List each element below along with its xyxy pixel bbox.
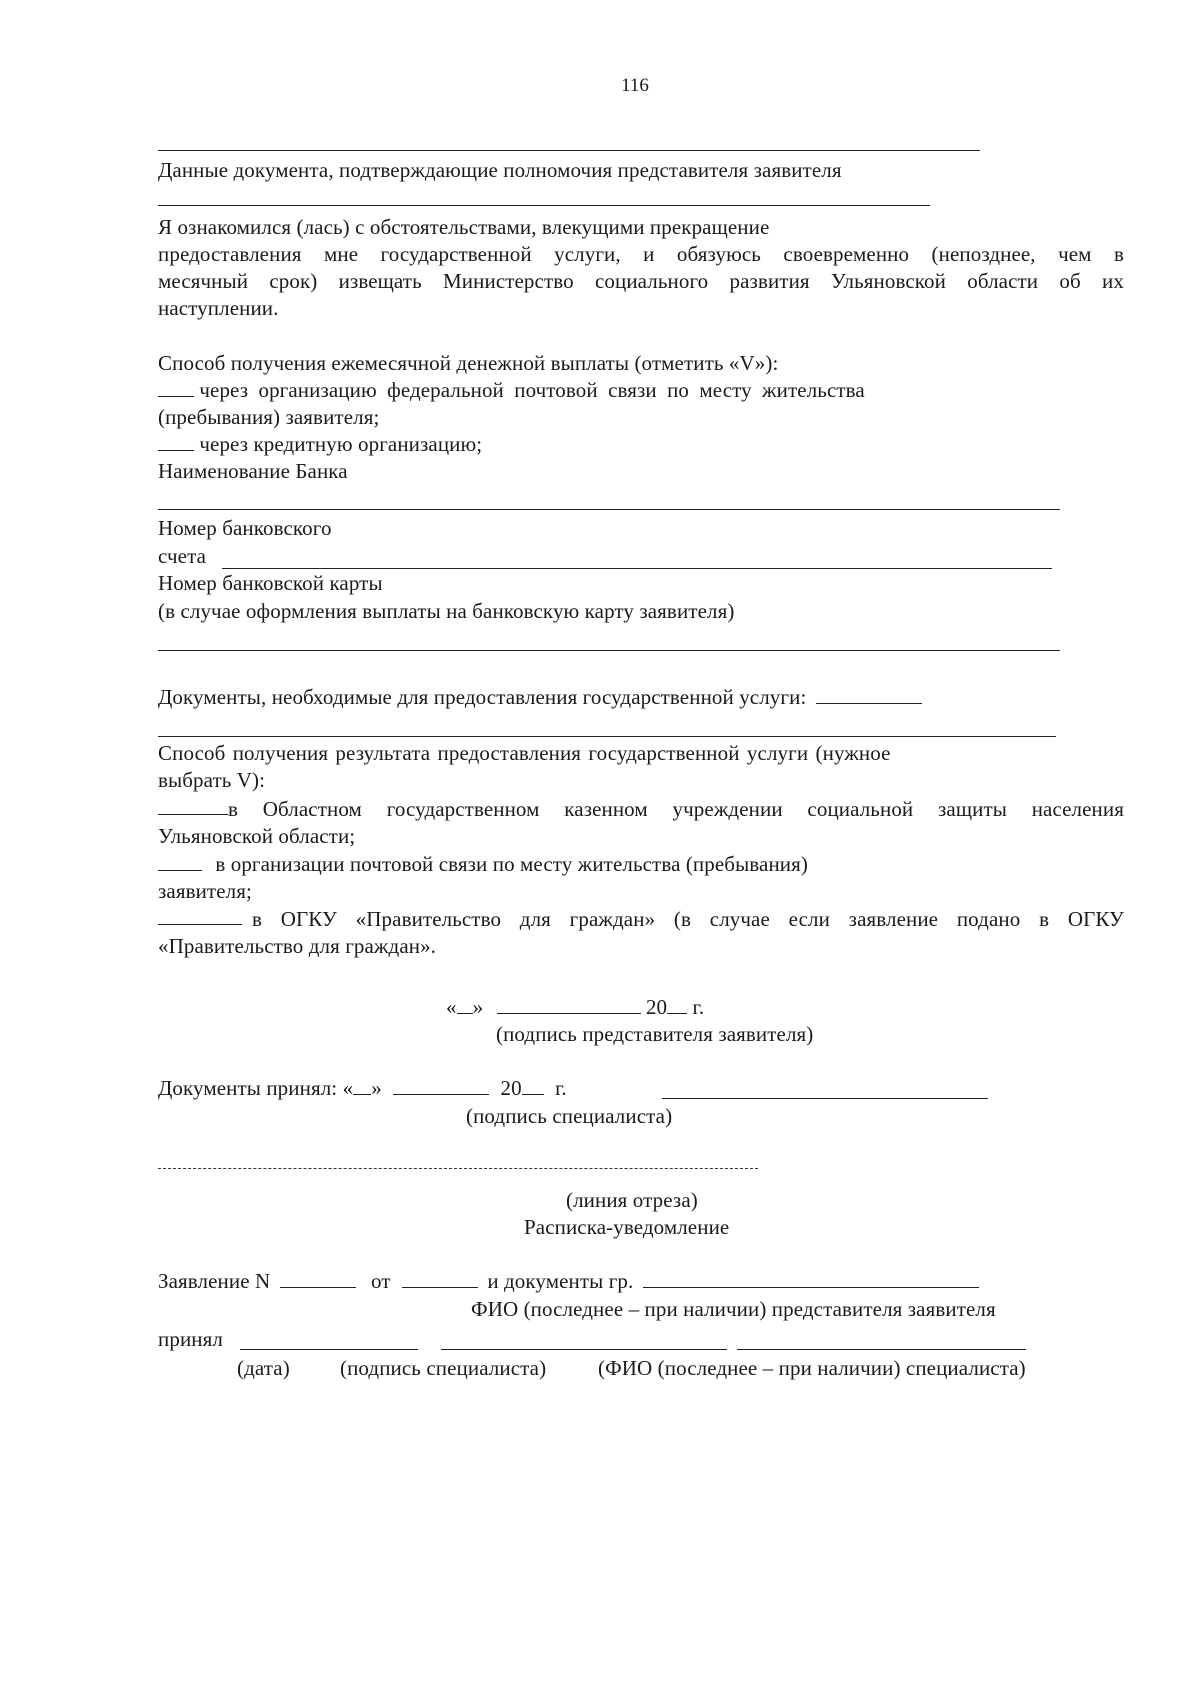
application-label: Заявление N xyxy=(158,1269,271,1293)
result-option-ogku-text: в Областном государственном казенном учреждении социальной защиты населения xyxy=(228,797,1124,821)
rep-authority-fill-line xyxy=(158,150,980,151)
docs-label: и документы гр. xyxy=(487,1269,634,1293)
payment-method-title: Способ получения ежемесячной денежной выплаты (отметить «V»): xyxy=(158,351,779,375)
accepted-label: Документы принял: « xyxy=(158,1076,354,1100)
receipt-date-fill[interactable] xyxy=(240,1349,418,1350)
receipt-rep-caption: ФИО (последнее – при наличии) представителя заявителя xyxy=(471,1297,996,1321)
payment-option-post xyxy=(158,377,954,403)
specialist-signature-line[interactable] xyxy=(662,1098,988,1099)
checkbox-blank[interactable] xyxy=(158,378,194,397)
payment-option-post-cont: (пребывания) заявителя; xyxy=(158,405,380,429)
accepted-by-label: принял xyxy=(158,1327,223,1351)
accepted-caption: (подпись специалиста) xyxy=(466,1104,673,1128)
caption-fio: (ФИО (последнее – при наличии) специалиста) xyxy=(598,1356,1026,1380)
quote-close: » xyxy=(371,1076,382,1100)
result-option-post-cont: заявителя; xyxy=(158,879,252,903)
cut-line-label: (линия отреза) xyxy=(566,1188,698,1212)
rep-signature-date xyxy=(446,994,704,1020)
result-option-mfc-text: в ОГКУ «Правительство для граждан» (в случае если заявление подано в ОГКУ xyxy=(252,907,1124,931)
ack-line-2: предоставления мне государственной услуги, и обязуюсь своевременно (непозднее, чем в xyxy=(158,242,1124,266)
ack-line-3: месячный срок) извещать Министерство социального развития Ульяновской области об их xyxy=(158,269,1124,293)
receipt-fio-fill[interactable] xyxy=(737,1349,1026,1350)
checkbox-blank[interactable] xyxy=(158,432,194,451)
bank-name-fill-line[interactable] xyxy=(158,509,1060,510)
documents-required-text: Документы, необходимые для предоставления государственной услуги: xyxy=(158,685,807,709)
year-prefix: 20 xyxy=(500,1076,522,1100)
application-number-fill[interactable] xyxy=(280,1269,356,1288)
receipt-accepted-line xyxy=(158,1326,223,1352)
checkbox-blank[interactable] xyxy=(158,852,202,871)
quote-close: » xyxy=(472,995,484,1019)
day-fill[interactable] xyxy=(353,1076,371,1095)
result-option-mfc xyxy=(158,906,1124,932)
month-fill[interactable] xyxy=(393,1076,489,1095)
cut-line xyxy=(158,1168,758,1169)
bank-name-label: Наименование Банка xyxy=(158,459,348,483)
caption-signature: (подпись специалиста) xyxy=(340,1356,547,1380)
year-fill[interactable] xyxy=(522,1076,544,1095)
year-suffix: г. xyxy=(555,1076,567,1100)
application-date-fill[interactable] xyxy=(402,1269,478,1288)
card-label: Номер банковской карты xyxy=(158,571,383,595)
result-option-post xyxy=(158,851,808,877)
payment-option-bank-text: через кредитную организацию; xyxy=(199,432,483,456)
checkbox-blank[interactable] xyxy=(158,796,228,815)
account-label-2: счета xyxy=(158,544,207,568)
from-label: от xyxy=(370,1269,391,1293)
account-number-fill-line[interactable] xyxy=(222,568,1052,569)
rep-signature-caption: (подпись представителя заявителя) xyxy=(496,1022,814,1046)
checkbox-blank[interactable] xyxy=(158,906,242,925)
account-label-1: Номер банковского xyxy=(158,516,332,540)
result-option-ogku xyxy=(158,796,1124,822)
receipt-application-line xyxy=(158,1268,979,1294)
receipt-title: Расписка-уведомление xyxy=(524,1215,730,1239)
year-fill[interactable] xyxy=(667,995,687,1014)
rep-authority-underline xyxy=(158,205,930,206)
rep-authority-label: Данные документа, подтверждающие полномочия представителя заявителя xyxy=(158,158,842,182)
documents-required-fill-line[interactable] xyxy=(158,736,1056,737)
quote-open: « xyxy=(446,995,457,1019)
page-number: 116 xyxy=(621,75,649,96)
ack-line-1: Я ознакомился (лась) с обстоятельствами, влекущими прекращение xyxy=(158,215,770,239)
accepted-line xyxy=(158,1075,567,1101)
result-option-post-text: в организации почтовой связи по месту жительства (пребывания) xyxy=(215,852,808,876)
card-number-fill-line[interactable] xyxy=(158,650,1060,651)
caption-date: (дата) xyxy=(237,1356,290,1380)
result-option-ogku-cont: Ульяновской области; xyxy=(158,824,356,848)
docs-person-fill[interactable] xyxy=(643,1269,979,1288)
payment-option-bank xyxy=(158,431,482,457)
ack-line-4: наступлении. xyxy=(158,296,279,320)
year-prefix: 20 xyxy=(645,995,668,1019)
day-fill[interactable] xyxy=(457,995,473,1014)
documents-required-label xyxy=(158,684,922,710)
month-fill[interactable] xyxy=(497,995,641,1014)
payment-option-post-text: через организацию федеральной почтовой связи по месту жительства xyxy=(199,378,865,402)
result-method-title-cont: выбрать V): xyxy=(158,768,266,792)
year-suffix: г. xyxy=(692,995,705,1019)
result-option-mfc-cont: «Правительство для граждан». xyxy=(158,934,437,958)
result-method-title: Способ получения результата предоставления государственной услуги (нужное xyxy=(158,741,891,765)
card-note: (в случае оформления выплаты на банковскую карту заявителя) xyxy=(158,599,735,623)
receipt-signature-fill[interactable] xyxy=(441,1349,727,1350)
documents-required-fill[interactable] xyxy=(816,685,922,704)
